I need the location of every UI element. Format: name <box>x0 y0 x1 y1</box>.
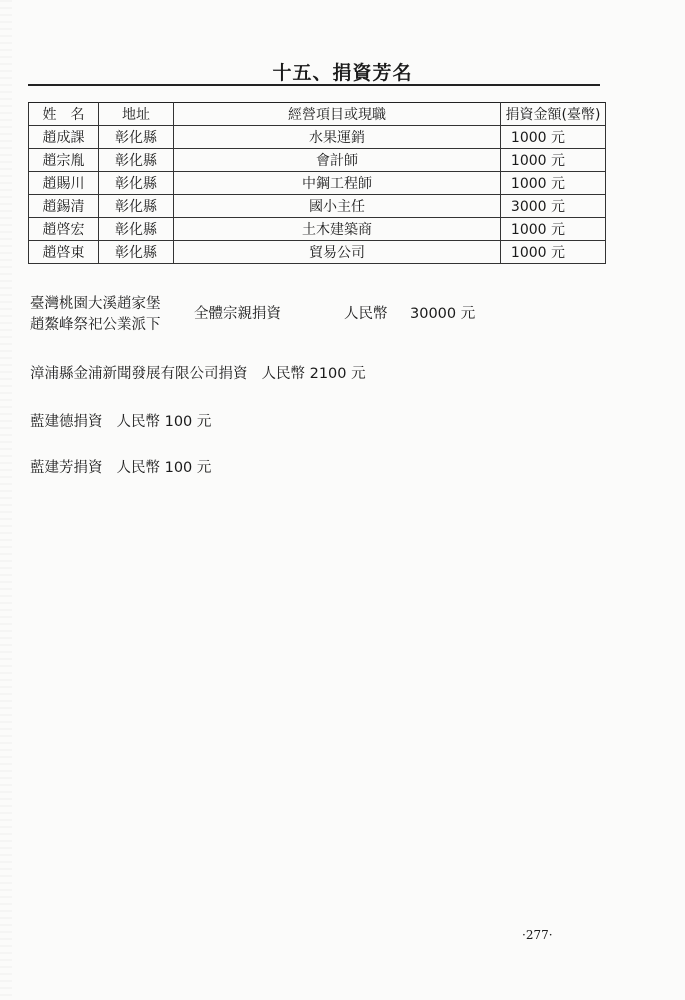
cell-address: 彰化縣 <box>99 126 174 149</box>
page-title: 十五、捐資芳名 <box>272 62 413 84</box>
table-row <box>29 195 606 218</box>
cell-address: 彰化縣 <box>99 172 174 195</box>
page-number: ·277· <box>522 928 553 942</box>
group-donor-line1: 臺灣桃園大溪趙家堡 <box>30 296 161 312</box>
donation-currency: 人民幣 <box>261 366 305 382</box>
header-occupation: 經營項目或現職 <box>174 103 501 126</box>
cell-amount: 1000 元 <box>501 241 606 264</box>
cell-amount: 1000 元 <box>501 218 606 241</box>
donation-currency: 人民幣 <box>116 414 160 430</box>
cell-amount: 3000 元 <box>501 195 606 218</box>
cell-name: 趙啓東 <box>29 241 99 264</box>
cell-name: 趙賜川 <box>29 172 99 195</box>
cell-address: 彰化縣 <box>99 218 174 241</box>
cell-address: 彰化縣 <box>99 195 174 218</box>
donation-entry <box>30 362 366 383</box>
donation-donor: 藍建德捐資 <box>30 414 103 430</box>
group-donation-currency: 人民幣 <box>344 306 388 322</box>
header-amount: 捐資金額(臺幣) <box>501 103 606 126</box>
donor-table <box>28 102 606 264</box>
cell-name: 趙宗胤 <box>29 149 99 172</box>
donation-amount: 100 元 <box>164 460 212 476</box>
header-name: 姓 名 <box>29 103 99 126</box>
table-row <box>29 241 606 264</box>
table-row <box>29 126 606 149</box>
cell-name: 趙成課 <box>29 126 99 149</box>
cell-occupation: 中鋼工程師 <box>174 172 501 195</box>
cell-amount: 1000 元 <box>501 149 606 172</box>
table-row <box>29 218 606 241</box>
cell-address: 彰化縣 <box>99 149 174 172</box>
table-header-row <box>29 103 606 126</box>
cell-occupation: 會計師 <box>174 149 501 172</box>
scan-edge-speckle <box>0 0 12 1000</box>
table-row <box>29 172 606 195</box>
table-row <box>29 149 606 172</box>
cell-amount: 1000 元 <box>501 172 606 195</box>
group-donor-names <box>30 294 161 336</box>
group-donation-amount: 30000 元 <box>410 306 476 322</box>
donation-entry <box>30 456 211 477</box>
group-donor-line2: 趙鰲峰祭祀公業派下 <box>30 317 161 333</box>
donation-amount: 2100 元 <box>309 366 366 382</box>
cell-name: 趙錫清 <box>29 195 99 218</box>
donation-donor: 藍建芳捐資 <box>30 460 103 476</box>
group-donation-description: 全體宗親捐資 <box>194 306 281 322</box>
donation-amount: 100 元 <box>164 414 212 430</box>
cell-occupation: 水果運銷 <box>174 126 501 149</box>
title-rule <box>28 84 600 86</box>
cell-occupation: 貿易公司 <box>174 241 501 264</box>
cell-amount: 1000 元 <box>501 126 606 149</box>
header-address: 地址 <box>99 103 174 126</box>
cell-occupation: 國小主任 <box>174 195 501 218</box>
cell-name: 趙啓宏 <box>29 218 99 241</box>
donation-currency: 人民幣 <box>116 460 160 476</box>
donation-entry <box>30 410 211 431</box>
cell-address: 彰化縣 <box>99 241 174 264</box>
donation-donor: 漳浦縣金浦新聞發展有限公司捐資 <box>30 366 248 382</box>
cell-occupation: 土木建築商 <box>174 218 501 241</box>
